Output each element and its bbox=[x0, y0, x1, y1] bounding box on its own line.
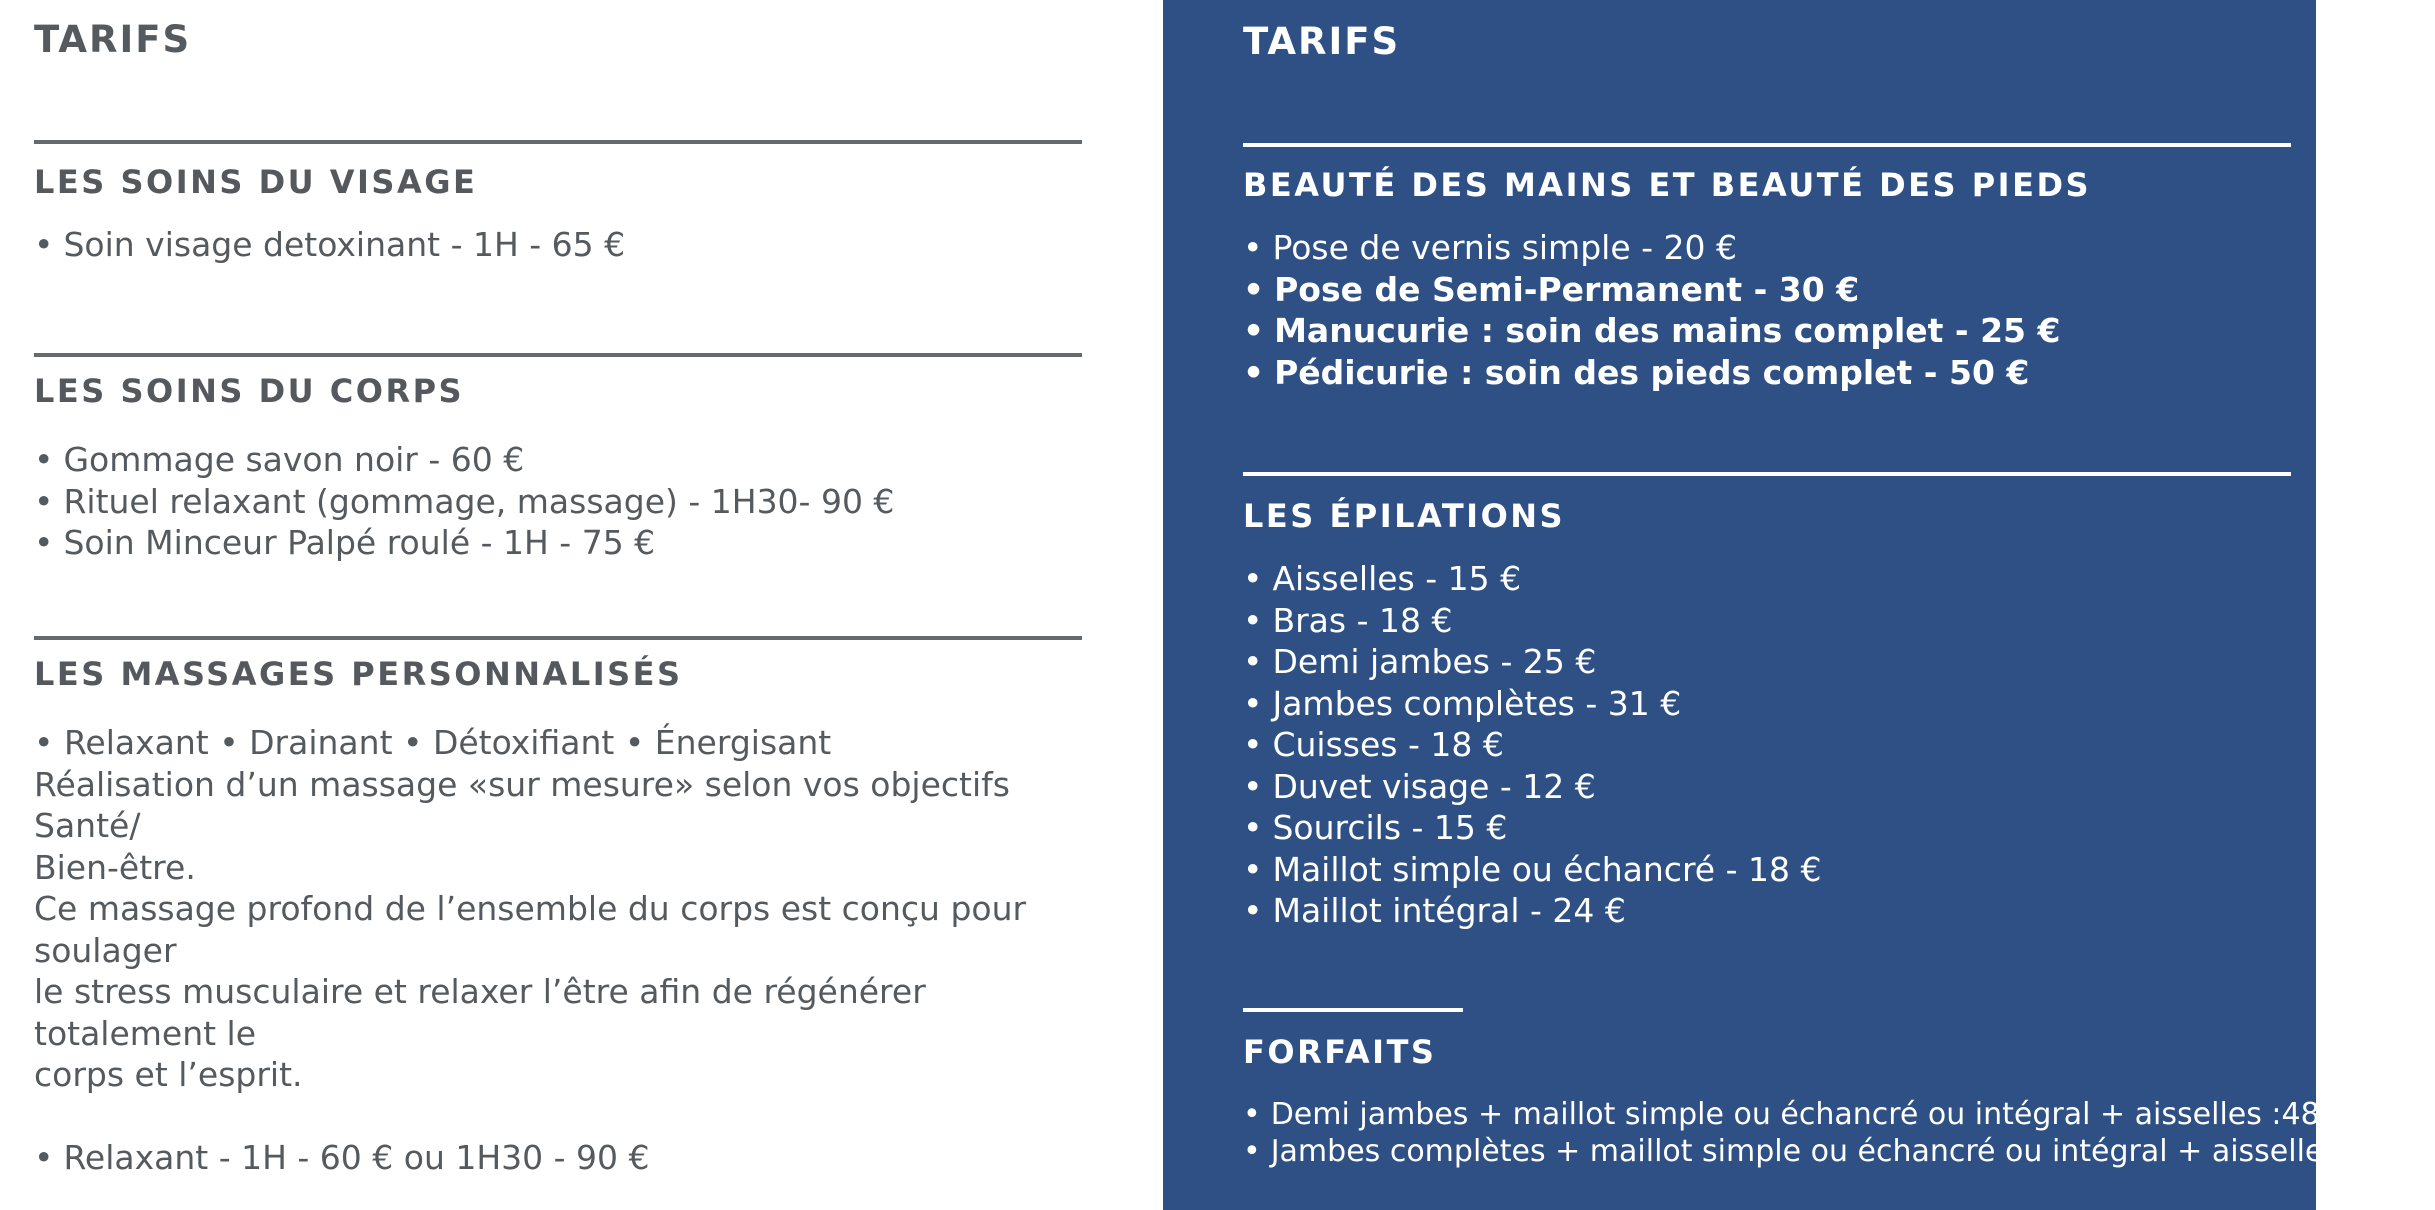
list-item: • Pose de Semi-Permanent - 30 € bbox=[1243, 269, 1860, 309]
section-divider bbox=[1243, 1008, 1463, 1012]
list-item: • Bras - 18 € bbox=[1243, 600, 1453, 640]
list-item: • Pose de vernis simple - 20 € bbox=[1243, 228, 1737, 267]
section-massages bbox=[34, 636, 1082, 1178]
section-mains-pieds bbox=[1243, 143, 2291, 393]
list-item: • Jambes complètes - 31 € bbox=[1243, 683, 1682, 723]
epilations-list bbox=[1243, 558, 2291, 932]
list-item: • Manucurie : soin des mains complet - 25 € bbox=[1243, 311, 2061, 350]
section-epilations bbox=[1243, 472, 2291, 932]
section-title-epilations: LES ÉPILATIONS bbox=[1243, 497, 1566, 535]
forfaits-list bbox=[1243, 1096, 2435, 1170]
massage-description: Réalisation d’un massage «sur mesure» selon vos objectifs Santé/ bbox=[34, 764, 1010, 845]
section-soins-visage bbox=[34, 140, 1082, 266]
list-item: • Rituel relaxant (gommage, massage) - 1H30- 90 € bbox=[34, 481, 895, 521]
list-item: • Duvet visage - 12 € bbox=[1243, 766, 1596, 806]
list-item: • Pédicurie : soin des pieds complet - 50 € bbox=[1243, 352, 2030, 392]
left-page-title: TARIFS bbox=[34, 18, 192, 61]
section-divider bbox=[1243, 143, 2291, 147]
list-item: • Soin Minceur Palpé roulé - 1H - 75 € bbox=[34, 523, 656, 562]
section-divider bbox=[34, 636, 1082, 640]
massage-description: corps et l’esprit. bbox=[34, 1055, 303, 1094]
list-item: • Sourcils - 15 € bbox=[1243, 808, 1508, 847]
massage-price: • Relaxant - 1H - 60 € ou 1H30 - 90 € bbox=[34, 1137, 650, 1177]
right-page-title: TARIFS bbox=[1243, 20, 1401, 63]
section-title-mains-pieds: BEAUTÉ DES MAINS ET BEAUTÉ DES PIEDS bbox=[1243, 166, 2092, 204]
massage-description: le stress musculaire et relaxer l’être afin de régénérer totalement le bbox=[34, 972, 926, 1053]
section-title-massages: LES MASSAGES PERSONNALISÉS bbox=[34, 655, 683, 693]
list-item: • Aisselles - 15 € bbox=[1243, 559, 1522, 598]
corps-list bbox=[34, 439, 1082, 564]
massage-types: • Relaxant • Drainant • Détoxifiant • Énergisant bbox=[34, 723, 832, 762]
massage-description: Bien-être. bbox=[34, 847, 196, 887]
list-item: • Demi jambes - 25 € bbox=[1243, 642, 1597, 681]
section-title-forfaits: FORFAITS bbox=[1243, 1033, 1437, 1071]
left-panel bbox=[0, 0, 1163, 1210]
list-item: • Cuisses - 18 € bbox=[1243, 725, 1504, 764]
section-forfaits bbox=[1243, 1008, 2435, 1170]
list-item: • Demi jambes + maillot simple ou échancré ou intégral + aisselles :48 € bbox=[1243, 1097, 2349, 1132]
massage-description: Ce massage profond de l’ensemble du corps est conçu pour soulager bbox=[34, 889, 1027, 970]
section-divider bbox=[34, 140, 1082, 144]
visage-list bbox=[34, 224, 1082, 266]
list-item: • Jambes complètes + maillot simple ou échancré ou intégral + aisselles : 58 € bbox=[1243, 1134, 2435, 1169]
right-panel bbox=[1163, 0, 2435, 1210]
mains-pieds-list bbox=[1243, 227, 2291, 393]
list-item: • Maillot simple ou échancré - 18 € bbox=[1243, 849, 1822, 889]
section-divider bbox=[1243, 472, 2291, 476]
section-soins-corps bbox=[34, 353, 1082, 564]
list-item: • Soin visage detoxinant - 1H - 65 € bbox=[34, 225, 626, 264]
section-divider bbox=[34, 353, 1082, 357]
section-title-visage: LES SOINS DU VISAGE bbox=[34, 163, 478, 201]
section-title-corps: LES SOINS DU CORPS bbox=[34, 372, 465, 410]
list-item: • Gommage savon noir - 60 € bbox=[34, 440, 525, 479]
list-item: • Maillot intégral - 24 € bbox=[1243, 891, 1626, 930]
